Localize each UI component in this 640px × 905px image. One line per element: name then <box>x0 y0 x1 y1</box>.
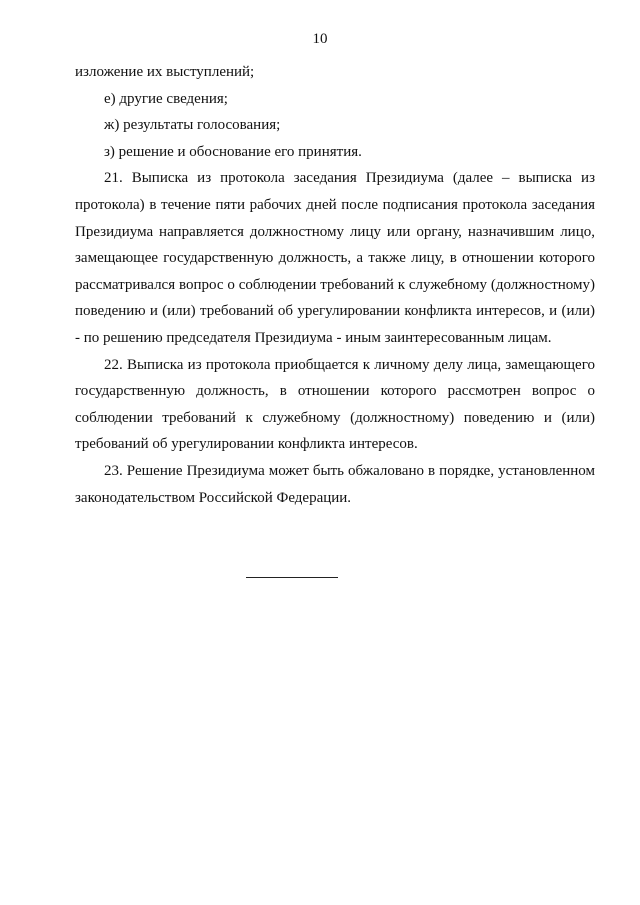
page-number: 10 <box>312 31 328 47</box>
paragraph-point-23: 23. Решение Президиума может быть обжаловано в порядке, установленном законодательством Российской Федерации. <box>75 462 595 506</box>
paragraph-point-21: 21. Выписка из протокола заседания Президиума (далее – выписка из протокола) в течение пяти рабочих дней после подписания протокола заседания Президиума направляется должностному лицу или органу, назначившим лицо, замещающее государственную должность, а также лицу, в отношении которого рассматривался вопрос о соблюдении требований к служебному (должностному) поведению и (или) требований об урегулировании конфликта интересов, и (или) - по решению председателя Президиума - иным заинтересованным лицам. <box>75 170 595 346</box>
list-item-e: е) другие сведения; <box>104 90 228 107</box>
list-item-z: з) решение и обоснование его принятия. <box>104 143 362 160</box>
paragraph-point-22: 22. Выписка из протокола приобщается к личному делу лица, замещающего государственную должность, в отношении которого рассмотрен вопрос о соблюдении требований к служебному (должностному) поведению и (или) требований об урегулировании конфликта интересов. <box>75 356 595 453</box>
document-body <box>75 59 595 511</box>
end-separator-line <box>246 577 338 578</box>
list-item-zh: ж) результаты голосования; <box>104 117 281 134</box>
paragraph-continuation: изложение их выступлений; <box>75 64 255 80</box>
